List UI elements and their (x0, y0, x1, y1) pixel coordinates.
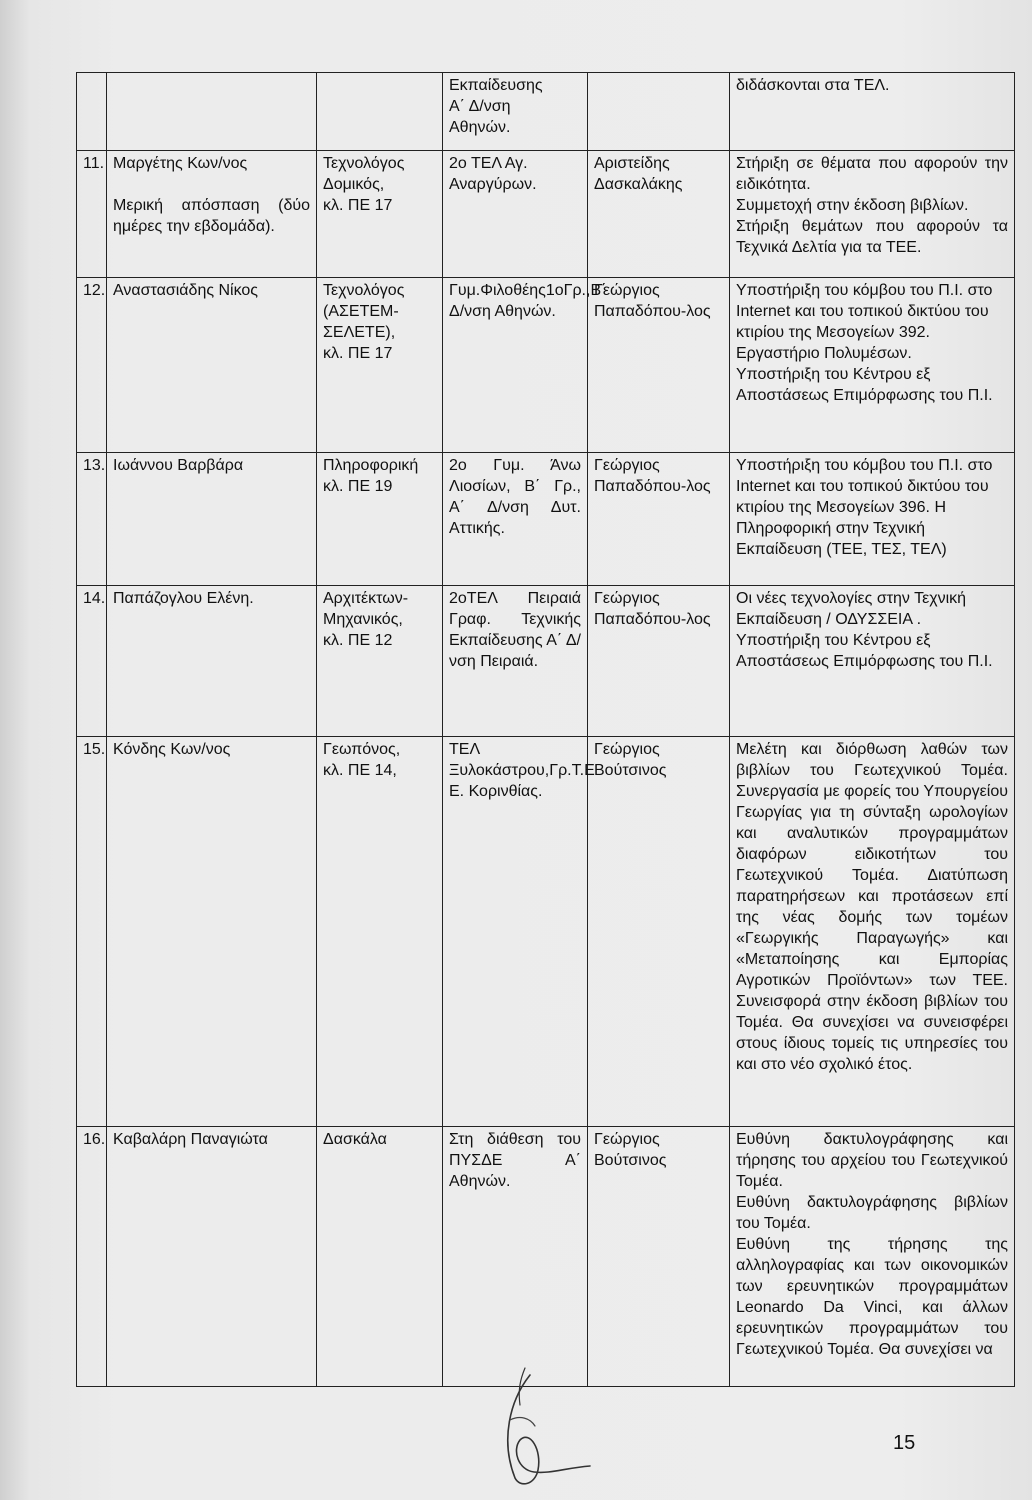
name-cell: Καβαλάρη Παναγιώτα (107, 1127, 317, 1387)
name-cell: Ιωάννου Βαρβάρα (107, 453, 317, 586)
specialty-cell: Γεωπόνος, κλ. ΠΕ 14, (317, 737, 443, 1127)
table-row (77, 73, 1015, 151)
specialty-cell: Πληροφορική κλ. ΠΕ 19 (317, 453, 443, 586)
supervisor-cell: Γεώργιος Βούτσινος (588, 1127, 730, 1387)
tasks-cell: Στήριξη σε θέματα που αφορούν την ειδικότητα. Συμμετοχή στην έκδοση βιβλίων. Στήριξη θεμάτων που αφορούν τα Τεχνικά Δελτία για τα ΤΕΕ. (730, 151, 1015, 278)
school-cell: Γυμ.Φιλοθέης1οΓρ.,Β΄ Δ/νση Αθηνών. (443, 278, 588, 453)
school-cell: Στη διάθεση του ΠΥΣΔΕ Α΄ Αθηνών. (443, 1127, 588, 1387)
school-cell: Εκπαίδευσης Α΄ Δ/νση Αθηνών. (443, 73, 588, 151)
row-number: 16. (77, 1127, 107, 1387)
row-number (77, 73, 107, 151)
name-cell: Κόνδης Κων/νος (107, 737, 317, 1127)
page-number: 15 (893, 1432, 916, 1454)
table-row (77, 278, 1015, 453)
staff-assignments-table (76, 72, 1015, 1387)
tasks-cell: Ευθύνη δακτυλογράφησης και τήρησης του αρχείου του Γεωτεχνικού Τομέα. Ευθύνη δακτυλογράφησης βιβλίων του Τομέα. Ευθύνη της τήρησης της αλληλογραφίας και των οικονομικών των ερευνητικών προγραμμάτων Leonardo Da Vinci, και άλλων ερευνητικών προγραμμάτων του Γεωτεχνικού Τομέα. Θα συνεχίσει να (730, 1127, 1015, 1387)
specialty-cell: Αρχιτέκτων-Μηχανικός, κλ. ΠΕ 12 (317, 586, 443, 737)
tasks-cell: Υποστήριξη του κόμβου του Π.Ι. στο Internet και του τοπικού δικτύου του κτιρίου της Μεσογείων 396. Η Πληροφορική στην Τεχνική Εκπαίδευση (ΤΕΕ, ΤΕΣ, ΤΕΛ) (730, 453, 1015, 586)
name-cell: Παπάζογλου Ελένη. (107, 586, 317, 737)
tasks-cell: διδάσκονται στα ΤΕΛ. (730, 73, 1015, 151)
supervisor-cell: Γεώργιος Παπαδόπου-λος (588, 453, 730, 586)
table-row (77, 737, 1015, 1127)
supervisor-cell: Γεώργιος Παπαδόπου-λος (588, 278, 730, 453)
school-cell: 2οΤΕΛ Πειραιά Γραφ. Τεχνικής Εκπαίδευσης Α΄ Δ/νση Πειραιά. (443, 586, 588, 737)
name-cell: Αναστασιάδης Νίκος (107, 278, 317, 453)
supervisor-cell: Αριστείδης Δασκαλάκης (588, 151, 730, 278)
supervisor-cell: Γεώργιος Παπαδόπου-λος (588, 586, 730, 737)
specialty-cell: Δασκάλα (317, 1127, 443, 1387)
specialty-cell: Τεχνολόγος Δομικός, κλ. ΠΕ 17 (317, 151, 443, 278)
table-row (77, 151, 1015, 278)
tasks-cell: Μελέτη και διόρθωση λαθών των βιβλίων του Γεωτεχνικού Τομέα. Συνεργασία με φορείς του Υπουργείου Γεωργίας για τη σύνταξη ωρολογίων και αναλυτικών προγραμμάτων διαφόρων ειδικοτήτων του Γεωτεχνικού Τομέα. Διατύπωση παρατηρήσεων και προτάσεων επί της νέας δομής των τομέων «Γεωργικής Παραγωγής» και «Μεταποίησης και Εμπορίας Αγροτικών Προϊόντων» των ΤΕΕ. Συνεισφορά στην έκδοση βιβλίων του Τομέα. Θα συνεχίσει να συνεισφέρει στους ίδιους τομείς τις υπηρεσίες του και στο νέο σχολικό έτος. (730, 737, 1015, 1127)
specialty-cell (317, 73, 443, 151)
name-cell (107, 73, 317, 151)
table-row (77, 453, 1015, 586)
table-row (77, 586, 1015, 737)
supervisor-cell: Γεώργιος Βούτσινος (588, 737, 730, 1127)
tasks-cell: Υποστήριξη του κόμβου του Π.Ι. στο Internet και του τοπικού δικτύου του κτιρίου της Μεσογείων 392. Εργαστήριο Πολυμέσων. Υποστήριξη του Κέντρου εξ Αποστάσεως Επιμόρφωσης του Π.Ι. (730, 278, 1015, 453)
row-number: 15. (77, 737, 107, 1127)
handwritten-signature (490, 1360, 600, 1490)
name-cell: Μαργέτης Κων/νος Μερική απόσπαση (δύο ημέρες την εβδομάδα). (107, 151, 317, 278)
tasks-cell: Οι νέες τεχνολογίες στην Τεχνική Εκπαίδευση / ΟΔΥΣΣΕΙΑ . Υποστήριξη του Κέντρου εξ Αποστάσεως Επιμόρφωσης του Π.Ι. (730, 586, 1015, 737)
supervisor-cell (588, 73, 730, 151)
row-number: 11. (77, 151, 107, 278)
school-cell: 2ο ΤΕΛ Αγ. Αναργύρων. (443, 151, 588, 278)
row-number: 12. (77, 278, 107, 453)
table-row (77, 1127, 1015, 1387)
row-number: 14. (77, 586, 107, 737)
school-cell: 2ο Γυμ. Άνω Λιοσίων, Β΄ Γρ., Α΄ Δ/νση Δυτ. Αττικής. (443, 453, 588, 586)
specialty-cell: Τεχνολόγος (ΑΣΕΤΕΜ-ΣΕΛΕΤΕ), κλ. ΠΕ 17 (317, 278, 443, 453)
school-cell: ΤΕΛ Ξυλοκάστρου,Γρ.Τ.Ε Ε. Κορινθίας. (443, 737, 588, 1127)
row-number: 13. (77, 453, 107, 586)
